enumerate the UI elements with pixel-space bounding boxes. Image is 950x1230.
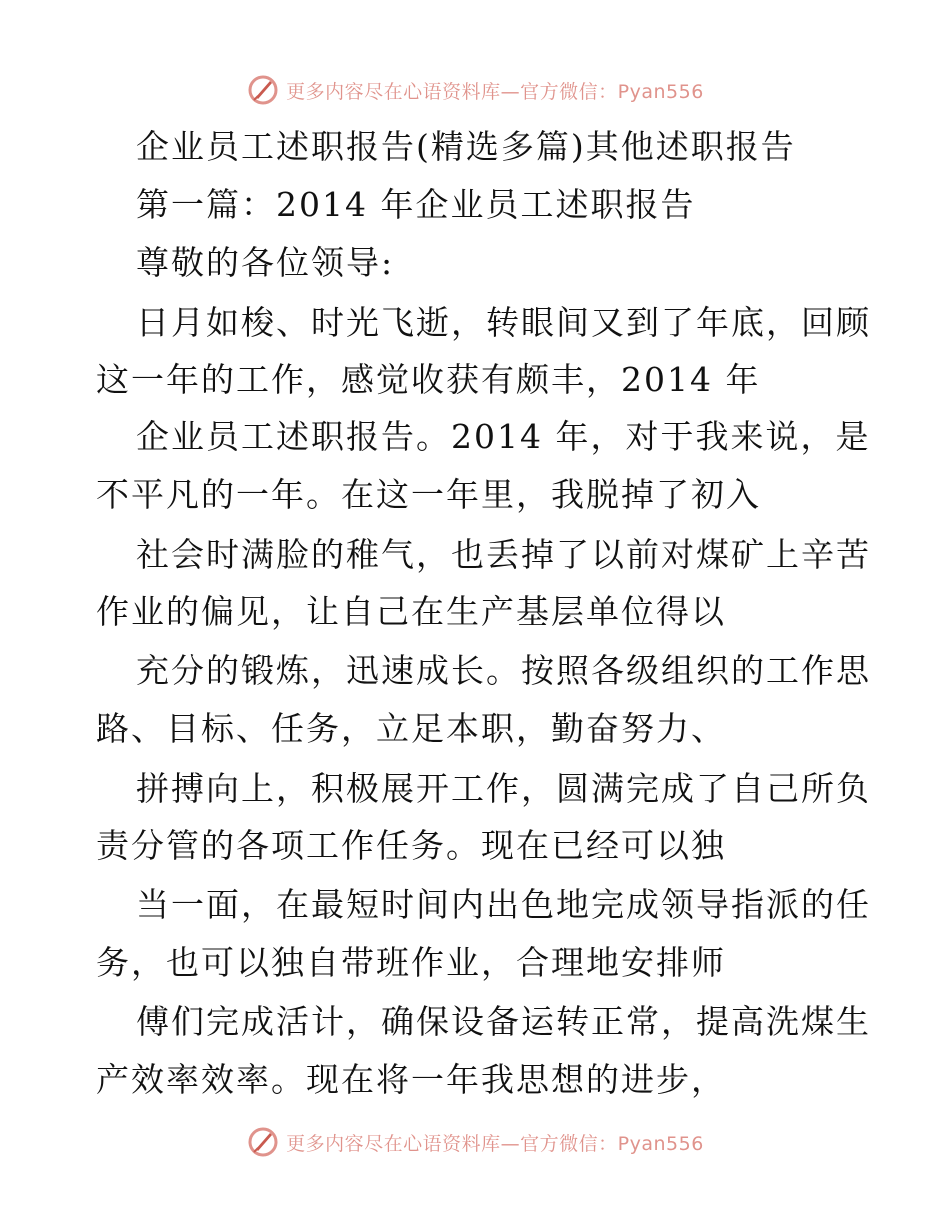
document-title: 企业员工述职报告(精选多篇)其他述职报告 — [136, 127, 796, 166]
paragraph-line: 日月如梭、时光飞逝，转眼间又到了年底，回顾 — [136, 303, 871, 342]
salutation: 尊敬的各位领导: — [136, 243, 395, 282]
paragraph-line: 作业的偏见，让自己在生产基层单位得以 — [96, 592, 726, 631]
paragraph-line: 责分管的各项工作任务。现在已经可以独 — [96, 826, 726, 865]
paragraph-line: 务，也可以独自带班作业，合理地安排师 — [96, 943, 726, 982]
paragraph-line: 社会时满脸的稚气，也丢掉了以前对煤矿上辛苦 — [136, 535, 871, 574]
paragraph-line: 产效率效率。现在将一年我思想的进步， — [96, 1060, 726, 1099]
paragraph-line: 不平凡的一年。在这一年里，我脱掉了初入 — [96, 475, 761, 514]
quill-logo-icon — [246, 1125, 280, 1159]
paragraph-line: 拼搏向上，积极展开工作，圆满完成了自己所负 — [136, 769, 871, 808]
paragraph-line: 当一面，在最短时间内出色地完成领导指派的任 — [136, 885, 871, 924]
paragraph-line: 充分的锻炼，迅速成长。按照各级组织的工作思 — [136, 651, 871, 690]
paragraph-line: 这一年的工作，感觉收获有颇丰，2014 年 — [96, 360, 761, 399]
quill-logo-icon — [246, 73, 280, 107]
watermark-text: 更多内容尽在心语资料库—官方微信：Pyan556 — [286, 80, 704, 103]
footer-watermark — [0, 1122, 950, 1162]
paragraph-line: 企业员工述职报告。2014 年，对于我来说，是 — [136, 417, 871, 456]
document-subtitle: 第一篇：2014 年企业员工述职报告 — [136, 185, 696, 224]
watermark-text: 更多内容尽在心语资料库—官方微信：Pyan556 — [286, 1132, 704, 1155]
paragraph-line: 路、目标、任务，立足本职，勤奋努力、 — [96, 709, 726, 748]
header-watermark — [0, 70, 950, 110]
paragraph-line: 傅们完成活计，确保设备运转正常，提高洗煤生 — [136, 1002, 871, 1041]
